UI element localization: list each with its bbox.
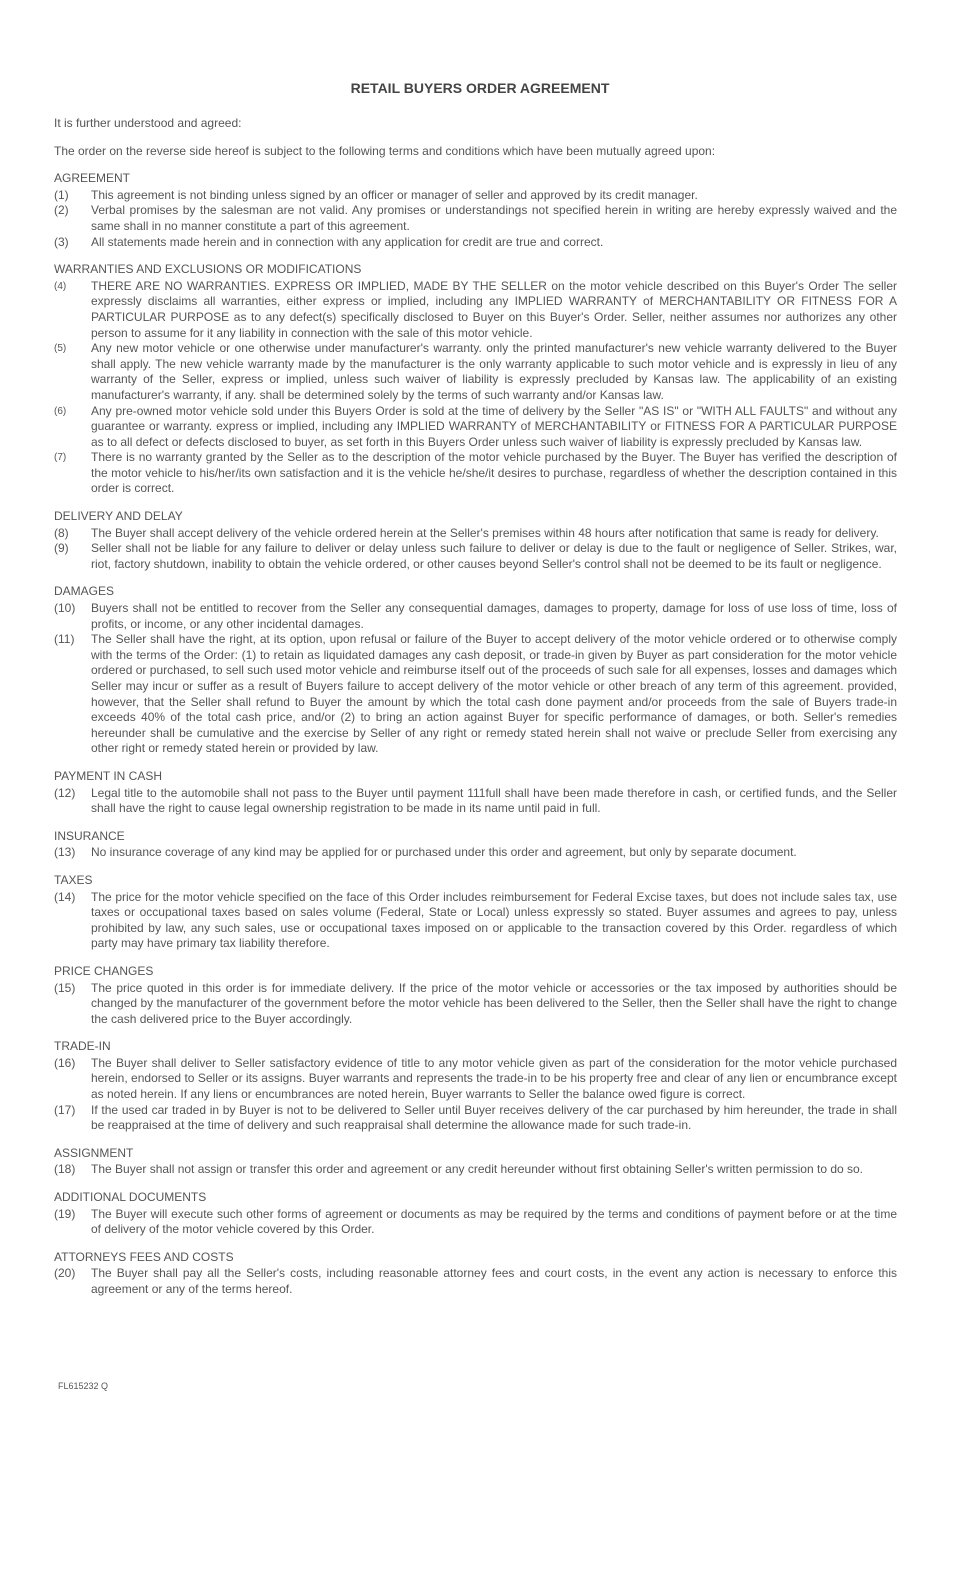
clause [54,1056,897,1103]
clause-number: (3) [54,234,69,249]
clause-number: (19) [54,1206,76,1221]
section [54,1146,897,1178]
section [54,171,897,250]
section [54,1250,897,1298]
section [54,1190,897,1238]
document-title: RETAIL BUYERS ORDER AGREEMENT [350,80,610,96]
section-heading: DELIVERY AND DELAY [54,509,183,524]
section [54,262,897,497]
clause [54,786,897,817]
clause-text: Any pre-owned motor vehicle sold under this Buyers Order is sold at the time of delivery by the Seller "AS IS" or "WITH ALL FAULTS" and without any guarantee or warranty. express or implied, including any IMPLIED WARRANTY of MERCHANTABILITY or FITNESS FOR A PARTICULAR PURPOSE as to all defect or defects disclosed to buyer, as set forth in this Buyers Order unless such waiver of liability is expressly precluded by Kansas law. [91,403,897,449]
clause-number: (6) [54,405,67,417]
clause-number: (14) [54,889,76,904]
clause-number: (2) [54,203,69,218]
clause-text: The Buyer will execute such other forms of agreement or documents as may be required by the terms and conditions of payment before or at the time of delivery of the motor vehicle covered by this Order. [91,1206,897,1237]
intro-line-1: It is further understood and agreed: [54,116,242,130]
clause-number: (12) [54,785,76,800]
clause-text: There is no warranty granted by the Seller as to the description of the motor vehicle purchased by the Buyer. The Buyer has verified the description of the motor vehicle to his/her/its own satisfaction and it is the vehicle he/she/it desires to purchase, regardless of whether the description contained in this order is correct. [91,450,897,496]
clause [54,526,897,542]
clause-number: (8) [54,525,69,540]
clause-number: (10) [54,601,76,616]
clause [54,981,897,1028]
clause-text: The Seller shall have the right, at its option, upon refusal or failure of the Buyer to accept delivery of the motor vehicle ordered or to otherwise comply with the terms of the Order: (1) to retain as liquidated damages any cash deposit, or trade-in given by Buyer as part consideration for the motor vehicle ordered or purchased, to sell such used motor vehicle and reimburse itself out of the proceeds of such sale for all expenses, losses and damages which Seller may incur or suffer as a result of Buyers failure to accept delivery of the motor vehicle or other breach of any term of this agreement. provided, however, that the Seller shall refund to Buyer the amount by which the total cash done payment and/or proceeds from the sale of Buyers trade-in exceeds 40% of the total cash price, and/or (2) to bring an action against Buyer for specific performance of damages, or both. Seller's remedies hereunder shall be cumulative and the exercise by Seller of any right or remedy stated herein shall not waive or preclude Seller from exercising any other right or remedy stated herein or provided by law. [91,632,897,756]
clause-number: (13) [54,845,76,860]
clause [54,203,897,234]
section-heading: INSURANCE [54,828,125,843]
section-heading: WARRANTIES AND EXCLUSIONS OR MODIFICATIONS [54,262,362,277]
section-heading: DAMAGES [54,584,115,599]
clause-text: Legal title to the automobile shall not pass to the Buyer until payment 111full shall have been made therefore in cash, or certified funds, and the Seller shall have the right to cause legal ownership registration to be made in its name until paid in full. [91,785,897,816]
clause-text: Seller shall not be liable for any failure to deliver or delay unless such failure to deliver or delay is due to the fault or negligence of Seller. Strikes, war, riot, factory shutdown, inability to obtain the vehicle ordered, or other causes beyond Seller's control shall not be deemed to be its fault or negligence. [91,541,897,571]
clause [54,235,897,251]
section [54,584,897,757]
clause [54,1266,897,1297]
clause [54,1162,897,1178]
section [54,829,897,861]
section-heading: ADDITIONAL DOCUMENTS [54,1190,207,1205]
clause-text: Buyers shall not be entitled to recover from the Seller any consequential damages, damages to property, damage for loss of use loss of time, loss of profits, or income, or any other incidental damages. [91,601,897,631]
clause-number: (17) [54,1102,76,1117]
section-heading: AGREEMENT [54,171,131,186]
agreement-body [54,116,897,1310]
sections-container [54,171,897,1297]
section [54,964,897,1027]
section [54,1039,897,1134]
section-heading: PRICE CHANGES [54,963,154,978]
clause-number: (11) [54,632,75,647]
clause-text: The Buyer shall not assign or transfer this order and agreement or any credit hereunder without first obtaining Seller's written permission to do so. [91,1162,864,1177]
section [54,769,897,817]
clause-number: (1) [54,187,69,202]
section-heading: TRADE-IN [54,1039,111,1054]
section [54,873,897,952]
clause-text: Any new motor vehicle or one otherwise under manufacturer's warranty. only the printed manufacturer's new vehicle warranty delivered to the Buyer shall apply. The new vehicle warranty made by the manufacturer is the only warranty applicable to such motor vehicle and is expressly in lieu of any warranty of the Seller, express or implied, unless such waiver of liability is expressly precluded by Kansas law. The applicability of an existing manufacturer's warranty, if any. shall be determined solely by the terms of such warranty and/or Kansas law. [91,341,897,402]
clause [54,188,897,204]
clause [54,541,897,572]
clause-text: All statements made herein and in connection with any application for credit are true and correct. [91,234,604,249]
clause-number: (16) [54,1055,76,1070]
section-heading: ASSIGNMENT [54,1145,134,1160]
clause-number: (7) [54,452,67,464]
clause-text: No insurance coverage of any kind may be applied for or purchased under this order and agreement, but only by separate document. [91,845,797,860]
clause-number: (5) [54,343,67,355]
section-heading: PAYMENT IN CASH [54,768,163,783]
clause-text: The Buyer shall pay all the Seller's costs, including reasonable attorney fees and court costs, in the event any action is necessary to enforce this agreement or any of the terms hereof. [91,1266,897,1296]
clause [54,279,897,341]
clause [54,632,897,757]
clause-text: The Buyer shall deliver to Seller satisfactory evidence of title to any motor vehicle given as part of the consideration for the motor vehicle purchased herein, endorsed to Seller or its assigns. Buyer warrants and represents the trade-in to be his property free and clear of any lien or encumbrance except as noted herein. If any liens or encumbrances are noted herein, Buyer warrants to Seller the balance owed figure is correct. [91,1055,897,1102]
clause-text: The price quoted in this order is for immediate delivery. If the price of the motor vehicle or accessories or the tax imposed by authorities should be changed by the manufacturer of the government before the motor vehicle has been delivered to the Seller, then the Seller shall have the right to change the cash delivered price to the Buyer accordingly. [91,980,897,1026]
clause-text: This agreement is not binding unless signed by an officer or manager of seller and approved by its credit manager. [91,187,698,202]
clause-text: THERE ARE NO WARRANTIES. EXPRESS OR IMPLIED, MADE BY THE SELLER on the motor vehicle described on this Buyer's Order The seller expressly disclaims all warranties, either express or implied, including any IMPLIED WARRANTY of MERCHANTABILITY OR FITNESS FOR A PARTICULAR PURPOSE as to any defect(s) specifically disclosed to Buyer on this Buyer's Order. Seller, neither assumes nor authorizes any other person to assume for it any liability in connection with the sale of this motor vehicle. [91,278,897,340]
clause-number: (4) [54,280,67,292]
clause [54,1103,897,1134]
intro-line-2: The order on the reverse side hereof is subject to the following terms and conditions which have been mutually agreed upon: [54,143,716,158]
clause-number: (18) [54,1162,76,1177]
section [54,509,897,572]
clause [54,1207,897,1238]
clause [54,404,897,451]
clause-number: (9) [54,541,69,556]
clause [54,450,897,497]
clause-text: If the used car traded in by Buyer is not to be delivered to Seller until Buyer receives delivery of the car purchased by him hereunder, the trade in shall be reappraised at the time of delivery and such reappraisal shall determine the allowance made for such trade-in. [91,1102,897,1133]
clause-number: (15) [54,980,76,995]
clause-text: Verbal promises by the salesman are not valid. Any promises or understandings not specified herein in writing are hereby expressly waived and the same shall in no manner constitute a part of this agreement. [91,203,897,233]
clause-text: The Buyer shall accept delivery of the vehicle ordered herein at the Seller's premises within 48 hours after notification that same is ready for delivery. [91,525,879,540]
section-heading: TAXES [54,872,93,887]
form-code: FL615232 Q [58,1381,109,1391]
clause-number: (20) [54,1266,76,1281]
clause [54,890,897,952]
section-heading: ATTORNEYS FEES AND COSTS [54,1249,234,1264]
clause [54,341,897,403]
clause [54,845,897,861]
clause [54,601,897,632]
clause-text: The price for the motor vehicle specified on the face of this Order includes reimbursement for Federal Excise taxes, but does not include sales tax, use taxes or occupational taxes based on sales volume (Federal, State or Local) unless expressly so stated. Buyer assumes and agrees to pay, unless prohibited by law, any such sales, use or occupational taxes imposed on or applicable to the transaction covered by this Order. regardless of which party may have primary tax liability therefore. [91,889,897,951]
